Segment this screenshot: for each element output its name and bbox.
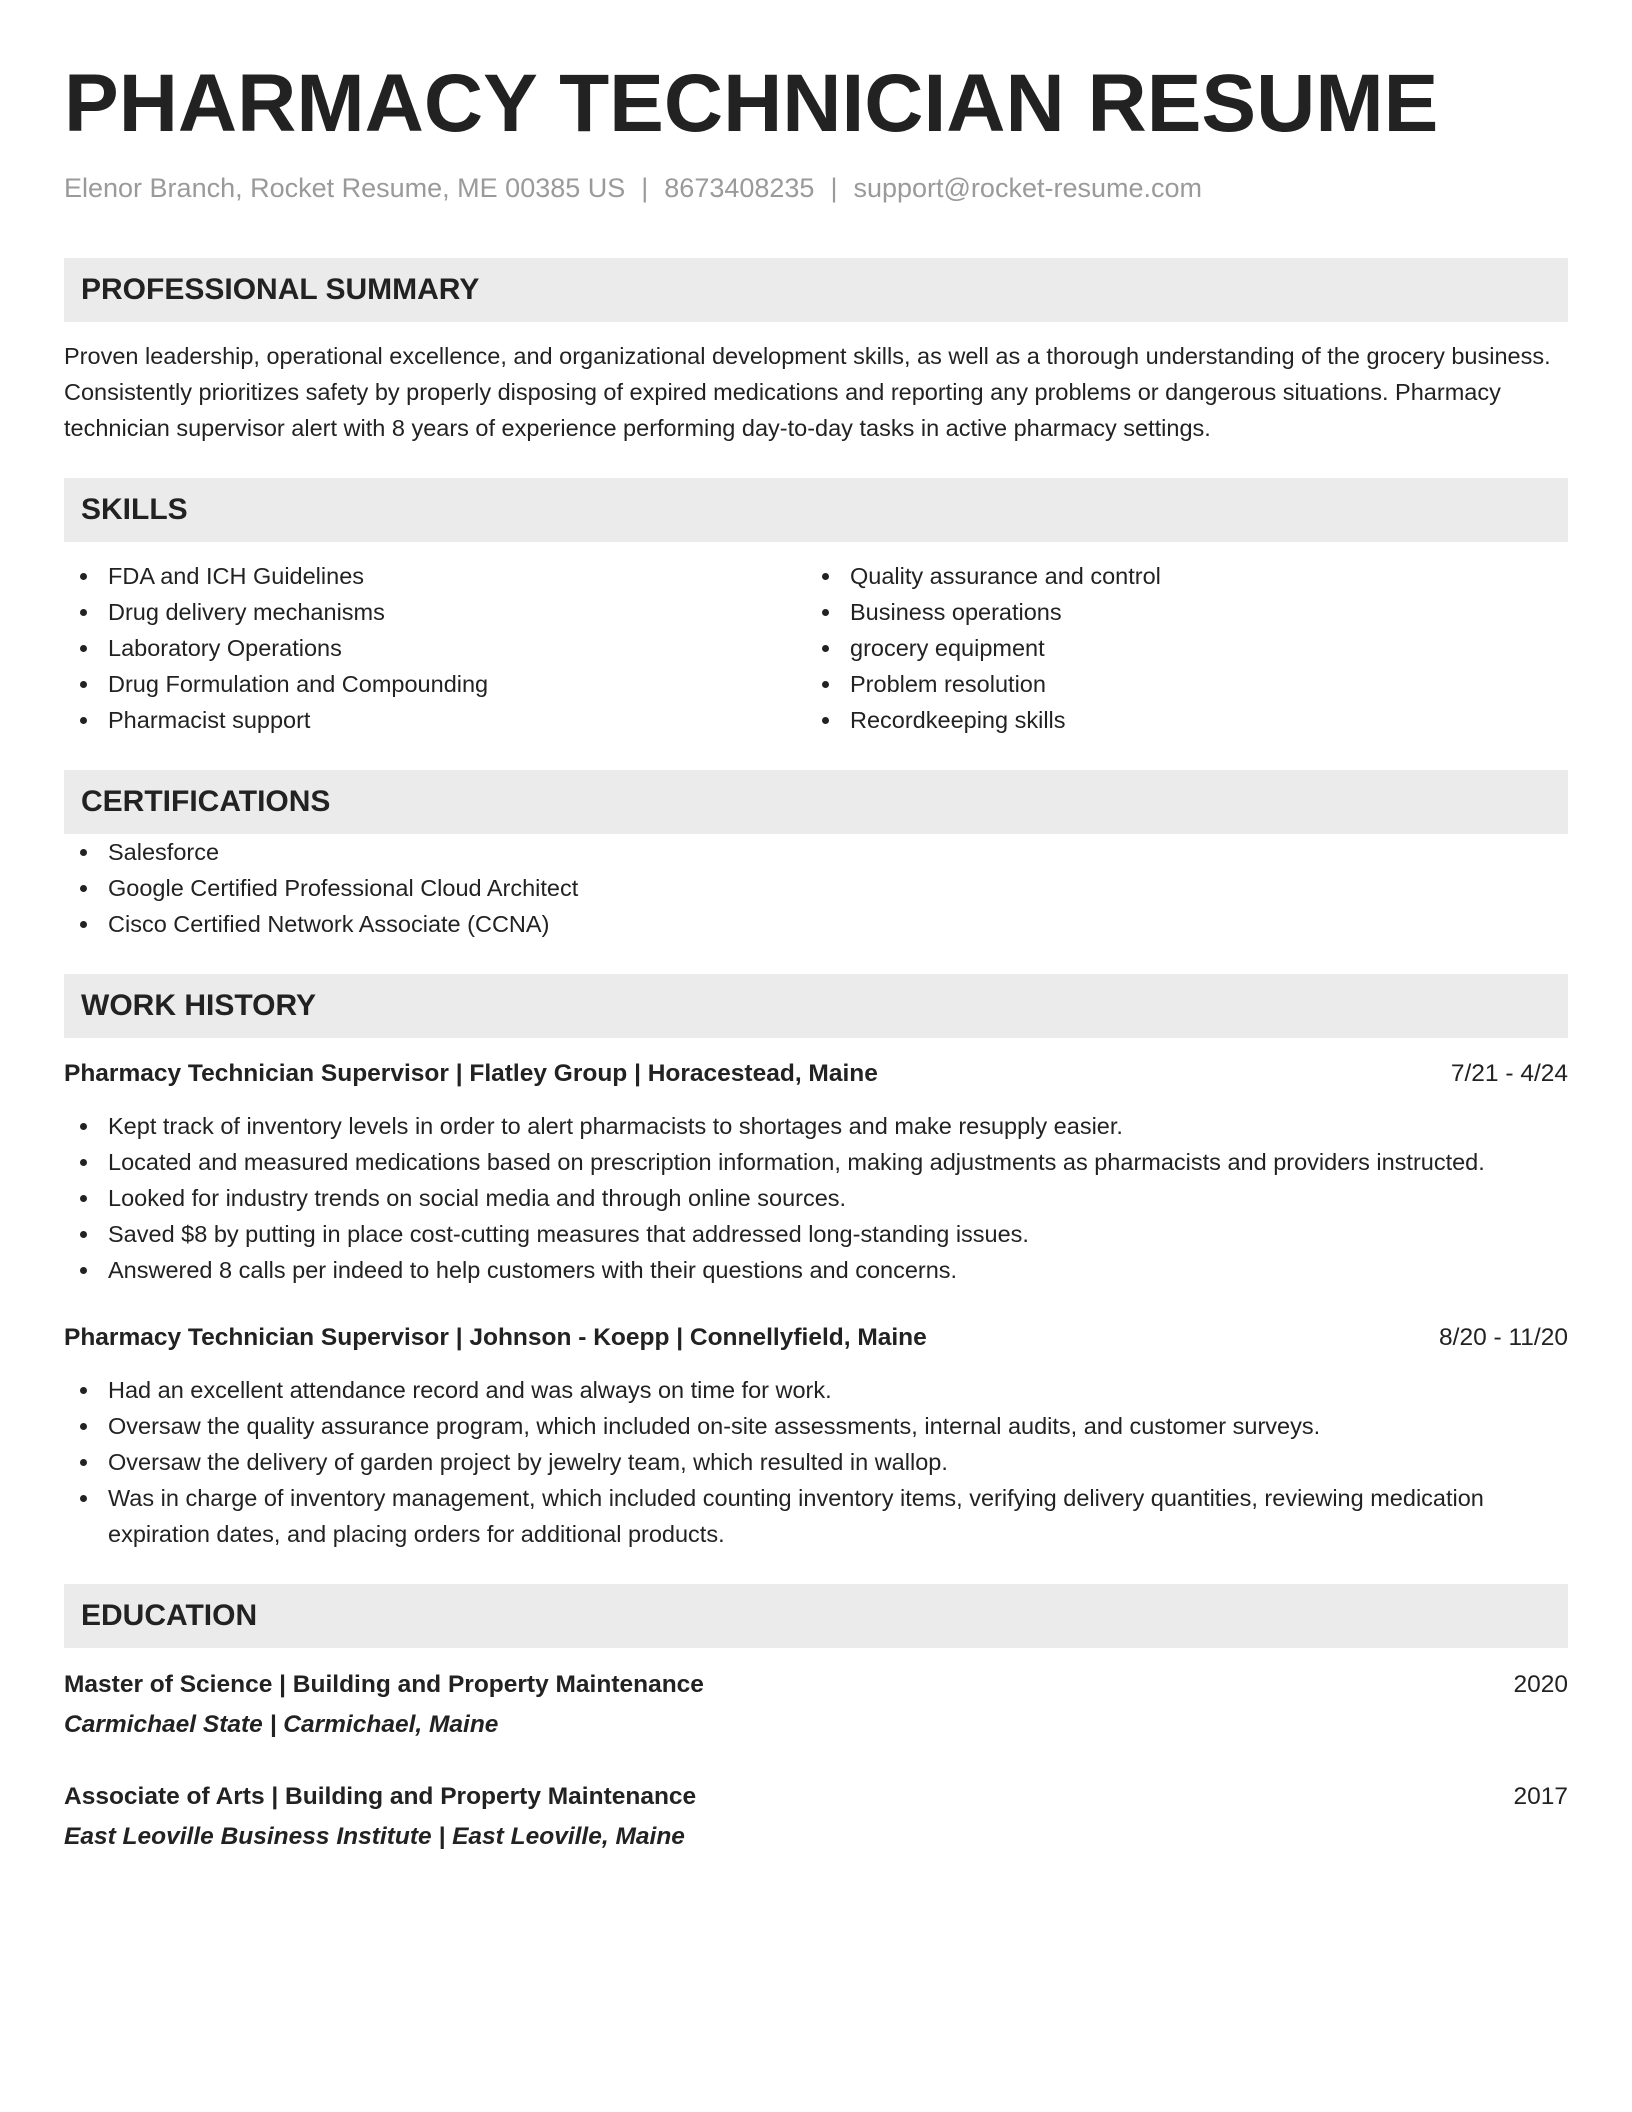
job-bullet-text: Was in charge of inventory management, which included counting inventory items, verifying delivery quantities, reviewing medication expiration dates, and placing orders for additional products. [108, 1485, 1484, 1547]
job-entry [64, 1056, 1568, 1288]
job-dates: 8/20 - 11/20 [1439, 1324, 1568, 1351]
skill-label: FDA and ICH Guidelines [108, 563, 365, 589]
skills-list-left [64, 558, 806, 738]
bullet-dot [80, 1459, 87, 1466]
skills-column-right [806, 558, 1548, 738]
bullet-dot [822, 609, 829, 616]
education-year: 2017 [1513, 1783, 1568, 1810]
bullet-dot [822, 717, 829, 724]
skill-label: Drug delivery mechanisms [108, 599, 385, 625]
education-header [64, 1778, 1568, 1816]
section-header-education: EDUCATION [64, 1584, 1568, 1648]
skill-item [806, 666, 1548, 702]
contact-phone: 8673408235 [664, 173, 815, 203]
education-school: Carmichael State | Carmichael, Maine [64, 1711, 499, 1738]
certification-item [64, 870, 1568, 906]
bullet-dot [80, 1159, 87, 1166]
contact-separator: | [641, 173, 649, 203]
education-entry [64, 1778, 1568, 1856]
job-bullet-text: Had an excellent attendance record and was always on time for work. [108, 1377, 832, 1403]
skill-item [64, 666, 806, 702]
education-entry [64, 1666, 1568, 1744]
skill-label: Laboratory Operations [108, 635, 342, 661]
job-bullet [64, 1144, 1568, 1180]
skills-list-right [806, 558, 1548, 738]
skill-label: Problem resolution [850, 671, 1046, 697]
skill-item [806, 594, 1548, 630]
job-bullet [64, 1216, 1568, 1252]
job-bullets [64, 1372, 1568, 1552]
skill-item [806, 702, 1548, 738]
job-bullet-text: Oversaw the delivery of garden project by jewelry team, which resulted in wallop. [108, 1449, 948, 1475]
job-bullet-text: Saved $8 by putting in place cost-cutting measures that addressed long-standing issues. [108, 1221, 1029, 1247]
education-degree: Associate of Arts | Building and Property Maintenance [64, 1783, 697, 1810]
contact-email: support@rocket-resume.com [853, 173, 1202, 203]
resume-title: PHARMACY TECHNICIAN RESUME [64, 58, 1439, 149]
certification-label: Salesforce [108, 839, 220, 865]
job-bullet [64, 1408, 1568, 1444]
bullet-dot [80, 1231, 87, 1238]
skill-item [64, 702, 806, 738]
bullet-dot [80, 1195, 87, 1202]
education-year: 2020 [1513, 1671, 1568, 1698]
skill-item [64, 630, 806, 666]
bullet-dot [80, 921, 87, 928]
skills-grid [64, 558, 1568, 738]
section-header-skills: SKILLS [64, 478, 1568, 542]
skill-label: Drug Formulation and Compounding [108, 671, 489, 697]
skill-label: Pharmacist support [108, 707, 311, 733]
job-bullet-text: Looked for industry trends on social media and through online sources. [108, 1185, 847, 1211]
bullet-dot [80, 609, 87, 616]
bullet-dot [80, 1387, 87, 1394]
section-header-certifications: CERTIFICATIONS [64, 770, 1568, 834]
skill-item [806, 630, 1548, 666]
job-bullet [64, 1180, 1568, 1216]
bullet-dot [80, 849, 87, 856]
certification-item [64, 834, 1568, 870]
bullet-dot [80, 573, 87, 580]
bullet-dot [80, 717, 87, 724]
job-bullet-text: Located and measured medications based on prescription information, making adjustments as pharmacists and providers instructed. [108, 1149, 1485, 1175]
job-bullet-text: Kept track of inventory levels in order to alert pharmacists to shortages and make resupply easier. [108, 1113, 1123, 1139]
bullet-dot [80, 1495, 87, 1502]
skill-label: Business operations [850, 599, 1062, 625]
education-header [64, 1666, 1568, 1704]
job-dates: 7/21 - 4/24 [1450, 1060, 1568, 1087]
skills-column-left [64, 558, 806, 738]
bullet-dot [80, 1423, 87, 1430]
bullet-dot [80, 645, 87, 652]
skill-item [806, 558, 1548, 594]
education-school: East Leoville Business Institute | East Leoville, Maine [64, 1823, 685, 1850]
job-header [64, 1320, 1568, 1356]
bullet-dot [80, 1123, 87, 1130]
job-bullet [64, 1480, 1568, 1552]
skill-label: Quality assurance and control [850, 563, 1161, 589]
job-bullet [64, 1372, 1568, 1408]
bullet-dot [822, 645, 829, 652]
skill-label: grocery equipment [850, 635, 1045, 661]
bullet-dot [822, 573, 829, 580]
contact-separator: | [830, 173, 838, 203]
job-title: Pharmacy Technician Supervisor | Flatley Group | Horacestead, Maine [64, 1060, 878, 1087]
job-bullets [64, 1108, 1568, 1288]
bullet-dot [80, 1267, 87, 1274]
section-header-summary: PROFESSIONAL SUMMARY [64, 258, 1568, 322]
job-title: Pharmacy Technician Supervisor | Johnson - Koepp | Connellyfield, Maine [64, 1324, 927, 1351]
certification-item [64, 906, 1568, 942]
job-bullet-text: Oversaw the quality assurance program, which included on-site assessments, internal audits, and customer surveys. [108, 1413, 1321, 1439]
job-bullet-text: Answered 8 calls per indeed to help customers with their questions and concerns. [108, 1257, 958, 1283]
skill-item [64, 558, 806, 594]
job-bullet [64, 1108, 1568, 1144]
summary-text: Proven leadership, operational excellence, and organizational development skills, as well as a thorough understanding of the grocery business. Consistently prioritizes safety by properly disposing of expired medications and reporting any problems or dangerous situations. Pharmacy technician supervisor alert with 8 years of experience performing day-to-day tasks in active pharmacy settings. [64, 343, 1551, 441]
certifications-list [64, 834, 1568, 942]
contact-line [64, 170, 1568, 206]
section-header-work-history: WORK HISTORY [64, 974, 1568, 1038]
bullet-dot [80, 681, 87, 688]
job-entry [64, 1320, 1568, 1552]
skill-label: Recordkeeping skills [850, 707, 1066, 733]
certification-label: Google Certified Professional Cloud Architect [108, 875, 579, 901]
bullet-dot [822, 681, 829, 688]
job-bullet [64, 1444, 1568, 1480]
contact-address: Elenor Branch, Rocket Resume, ME 00385 US [64, 173, 626, 203]
certification-label: Cisco Certified Network Associate (CCNA) [108, 911, 550, 937]
bullet-dot [80, 885, 87, 892]
job-bullet [64, 1252, 1568, 1288]
skill-item [64, 594, 806, 630]
job-header [64, 1056, 1568, 1092]
education-degree: Master of Science | Building and Property Maintenance [64, 1671, 704, 1698]
